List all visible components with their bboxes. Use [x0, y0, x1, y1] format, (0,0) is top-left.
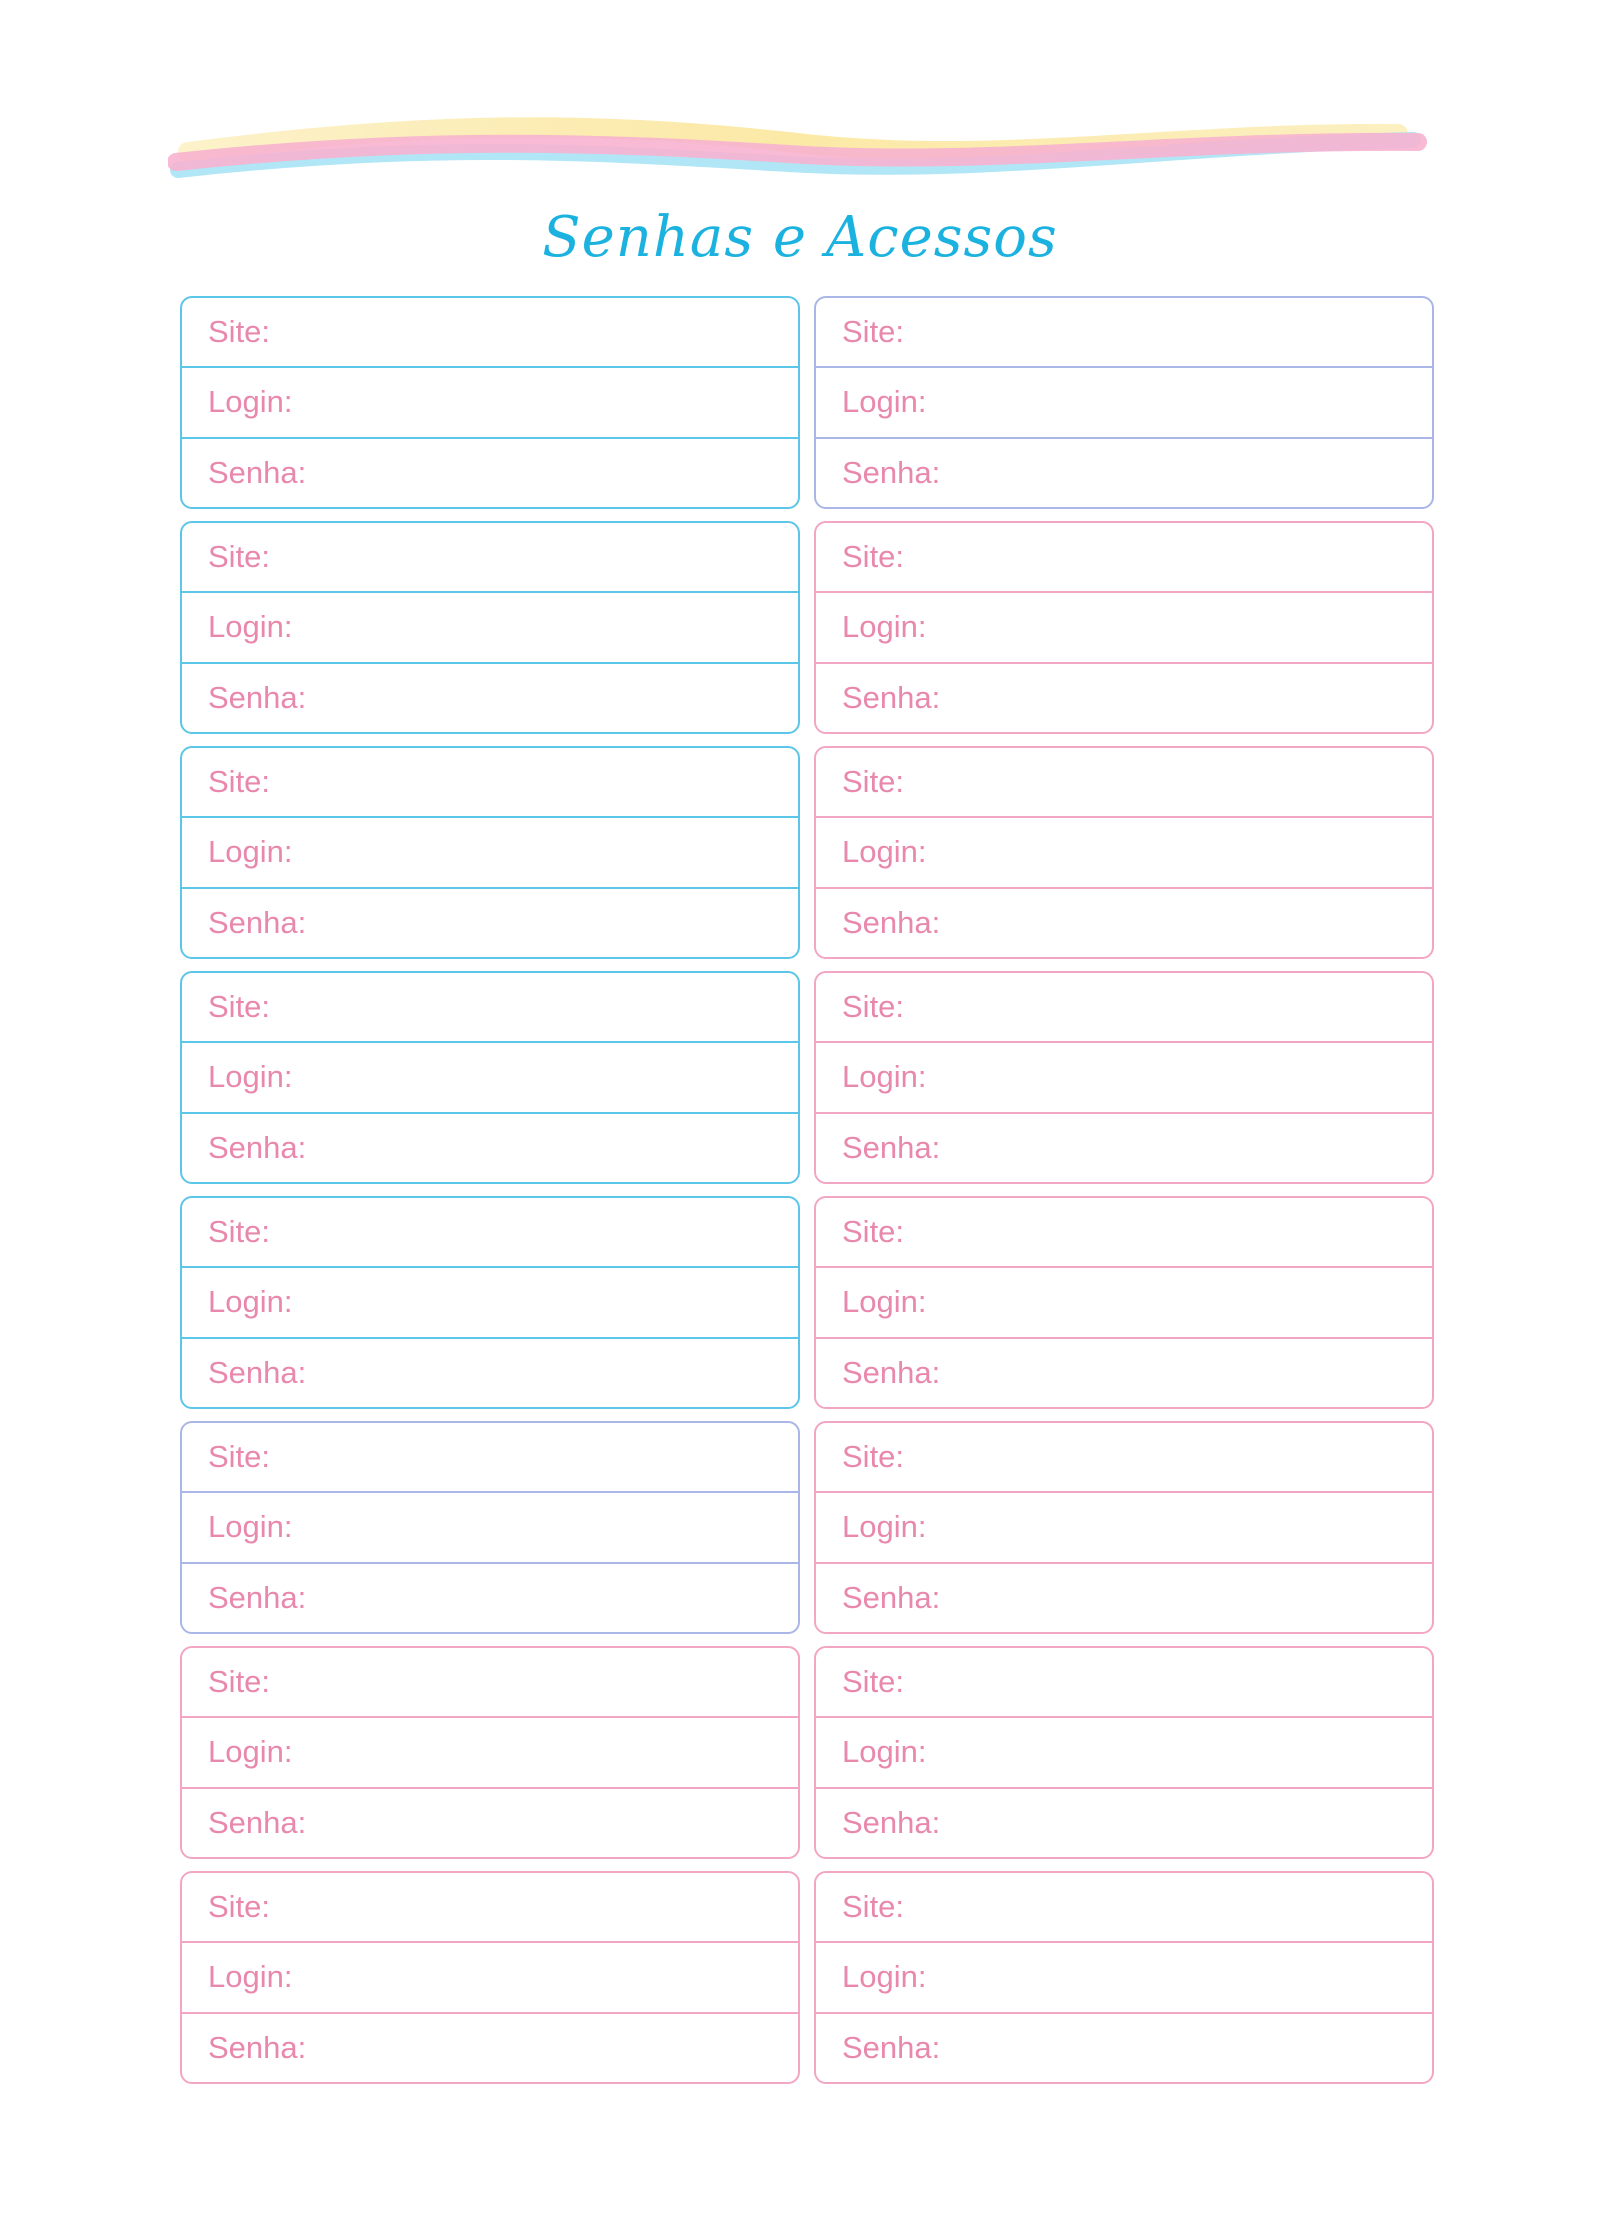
login-field[interactable]: Login: — [816, 1943, 1432, 2013]
credential-card — [180, 971, 800, 1184]
site-field[interactable]: Site: — [816, 748, 1432, 818]
credential-card — [814, 296, 1434, 509]
login-field[interactable]: Login: — [182, 1943, 798, 2013]
decorative-wave — [168, 112, 1432, 202]
site-field[interactable]: Site: — [816, 1423, 1432, 1493]
password-field[interactable]: Senha: — [208, 2029, 307, 2065]
site-field[interactable]: Site: — [182, 748, 798, 818]
password-field[interactable]: Senha: — [208, 679, 307, 715]
password-field[interactable]: Senha: — [842, 1354, 941, 1390]
login-field[interactable]: Login: — [816, 1043, 1432, 1113]
login-field[interactable]: Login: — [182, 818, 798, 888]
password-field[interactable]: Senha: — [208, 904, 307, 940]
site-field[interactable]: Site: — [182, 973, 798, 1043]
password-field[interactable]: Senha: — [208, 1579, 307, 1615]
site-field[interactable]: Site: — [182, 523, 798, 593]
password-field[interactable]: Senha: — [208, 1354, 307, 1390]
login-field[interactable]: Login: — [182, 593, 798, 663]
credential-card — [814, 1646, 1434, 1859]
site-field[interactable]: Site: — [182, 1198, 798, 1268]
login-field[interactable]: Login: — [816, 1718, 1432, 1788]
password-field[interactable]: Senha: — [842, 1129, 941, 1165]
login-field[interactable]: Login: — [182, 1493, 798, 1563]
site-field[interactable]: Site: — [182, 1423, 798, 1493]
credential-card — [814, 746, 1434, 959]
site-field[interactable]: Site: — [816, 1873, 1432, 1943]
site-field[interactable]: Site: — [816, 523, 1432, 593]
site-field[interactable]: Site: — [182, 1873, 798, 1943]
login-field[interactable]: Login: — [182, 368, 798, 438]
login-field[interactable]: Login: — [816, 368, 1432, 438]
credential-card — [180, 1646, 800, 1859]
credential-card — [814, 1871, 1434, 2084]
login-field[interactable]: Login: — [816, 818, 1432, 888]
login-field[interactable]: Login: — [182, 1043, 798, 1113]
credential-card — [180, 1871, 800, 2084]
credential-card — [180, 521, 800, 734]
site-field[interactable]: Site: — [816, 1198, 1432, 1268]
site-field[interactable]: Site: — [816, 973, 1432, 1043]
page-title: Senhas e Acessos — [542, 205, 1058, 270]
password-field[interactable]: Senha: — [842, 1579, 941, 1615]
password-field[interactable]: Senha: — [842, 679, 941, 715]
login-field[interactable]: Login: — [182, 1268, 798, 1338]
login-field[interactable]: Login: — [816, 593, 1432, 663]
password-field[interactable]: Senha: — [842, 454, 941, 490]
login-field[interactable]: Login: — [182, 1718, 798, 1788]
site-field[interactable]: Site: — [182, 298, 798, 368]
credential-card — [180, 296, 800, 509]
credential-card — [814, 971, 1434, 1184]
password-field[interactable]: Senha: — [208, 1129, 307, 1165]
site-field[interactable]: Site: — [816, 298, 1432, 368]
site-field[interactable]: Site: — [816, 1648, 1432, 1718]
password-field[interactable]: Senha: — [842, 2029, 941, 2065]
login-field[interactable]: Login: — [816, 1493, 1432, 1563]
credential-card — [814, 1196, 1434, 1409]
password-field[interactable]: Senha: — [208, 1804, 307, 1840]
credential-card — [814, 521, 1434, 734]
credential-card — [180, 1196, 800, 1409]
site-field[interactable]: Site: — [182, 1648, 798, 1718]
credential-card — [180, 746, 800, 959]
login-field[interactable]: Login: — [816, 1268, 1432, 1338]
credential-card — [180, 1421, 800, 1634]
password-field[interactable]: Senha: — [208, 454, 307, 490]
credential-card — [814, 1421, 1434, 1634]
password-field[interactable]: Senha: — [842, 904, 941, 940]
password-field[interactable]: Senha: — [842, 1804, 941, 1840]
credentials-grid — [180, 296, 1436, 2084]
